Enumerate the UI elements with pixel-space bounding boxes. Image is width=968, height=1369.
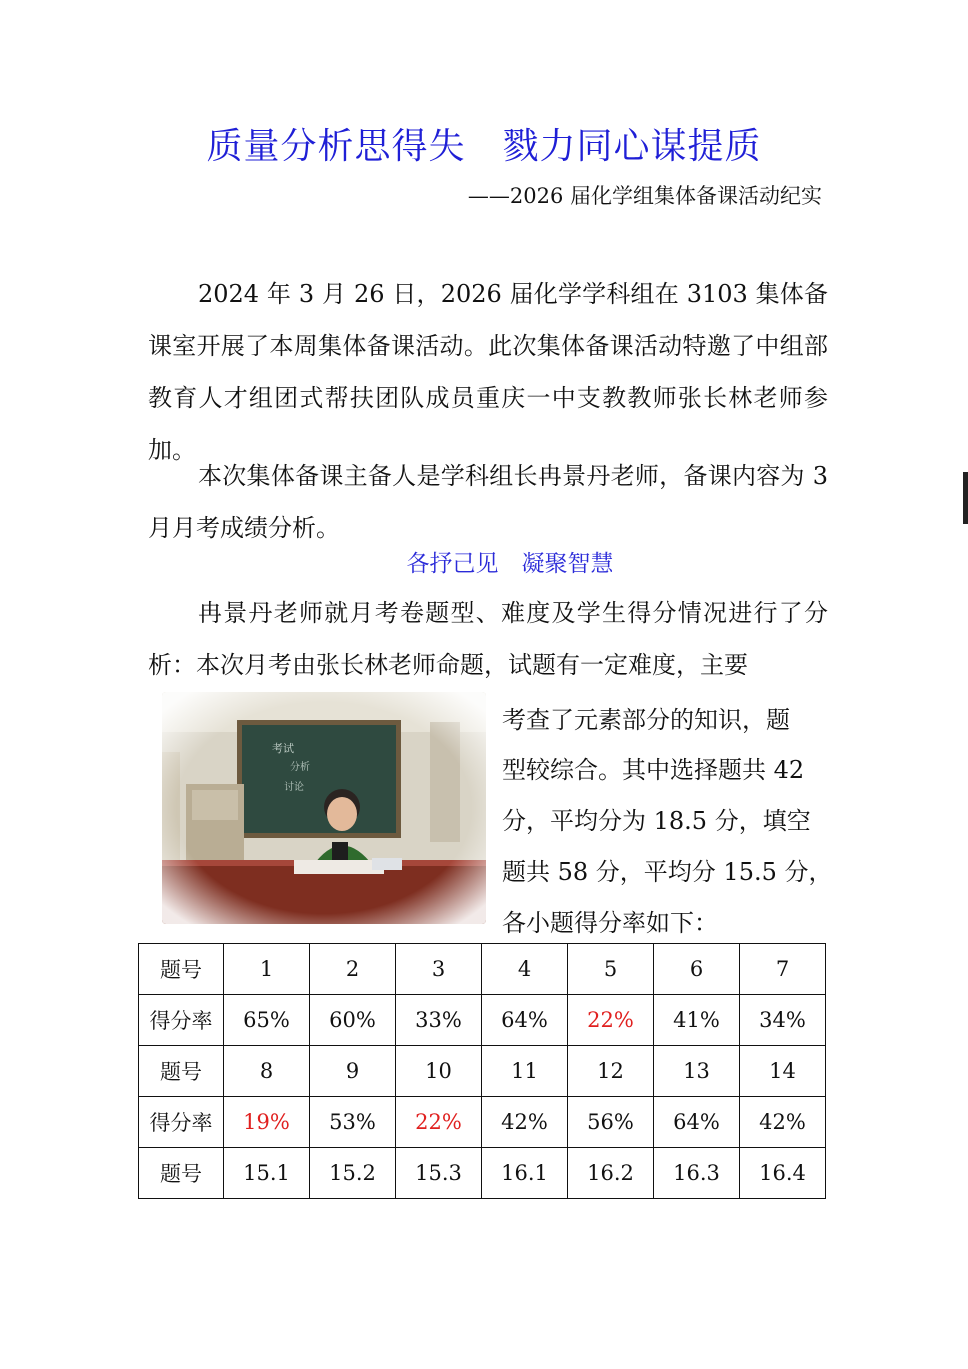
table-cell: 16.4 xyxy=(740,1148,826,1199)
table-cell: 11 xyxy=(482,1046,568,1097)
row-label: 题号 xyxy=(139,1046,224,1097)
row-label: 得分率 xyxy=(139,1097,224,1148)
row-label: 得分率 xyxy=(139,995,224,1046)
table-cell: 9 xyxy=(310,1046,396,1097)
table-cell: 10 xyxy=(396,1046,482,1097)
table-cell: 53% xyxy=(310,1097,396,1148)
table-cell: 16.2 xyxy=(568,1148,654,1199)
table-cell: 33% xyxy=(396,995,482,1046)
table-cell: 2 xyxy=(310,944,396,995)
table-cell: 5 xyxy=(568,944,654,995)
page-edge-marker xyxy=(963,472,968,524)
table-cell: 64% xyxy=(482,995,568,1046)
table-cell: 3 xyxy=(396,944,482,995)
table-cell: 15.3 xyxy=(396,1148,482,1199)
paragraph-analysis: 冉景丹老师就月考卷题型、难度及学生得分情况进行了分析：本次月考由张长林老师命题，试题有一定难度，主要 xyxy=(148,599,828,679)
paragraph-analysis-line: 题共 58 分，平均分 15.5 分， xyxy=(502,858,833,886)
table-cell: 19% xyxy=(224,1097,310,1148)
score-rate-table xyxy=(138,943,826,1199)
table-row xyxy=(139,1148,826,1199)
table-cell: 60% xyxy=(310,995,396,1046)
table-cell: 22% xyxy=(568,995,654,1046)
table-cell: 8 xyxy=(224,1046,310,1097)
table-row xyxy=(139,995,826,1046)
paragraph-analysis-line: 各小题得分率如下： xyxy=(502,909,718,937)
section-heading: 各抒己见 凝聚智慧 xyxy=(406,551,614,577)
paragraph-lead-teacher: 本次集体备课主备人是学科组长冉景丹老师，备课内容为 3 月月考成绩分析。 xyxy=(148,462,828,542)
table-cell: 7 xyxy=(740,944,826,995)
table-cell: 12 xyxy=(568,1046,654,1097)
table-cell: 42% xyxy=(740,1097,826,1148)
table-cell: 16.3 xyxy=(654,1148,740,1199)
table-cell: 14 xyxy=(740,1046,826,1097)
table-row xyxy=(139,1097,826,1148)
paragraph-intro: 2024 年 3 月 26 日，2026 届化学学科组在 3103 集体备课室开展了本周集体备课活动。此次集体备课活动特邀了中组部教育人才组团式帮扶团队成员重庆一中支教教师张长林老师参加。 xyxy=(148,280,828,464)
table-cell: 16.1 xyxy=(482,1148,568,1199)
row-label: 题号 xyxy=(139,944,224,995)
paragraph-analysis-line: 分，平均分为 18.5 分，填空 xyxy=(502,807,811,835)
page-subtitle: ——2026 届化学组集体备课活动纪实 xyxy=(467,184,822,208)
teacher-photo xyxy=(162,692,486,924)
table-cell: 42% xyxy=(482,1097,568,1148)
table-cell: 15.1 xyxy=(224,1148,310,1199)
table-cell: 13 xyxy=(654,1046,740,1097)
table-cell: 6 xyxy=(654,944,740,995)
table-row xyxy=(139,944,826,995)
row-label: 题号 xyxy=(139,1148,224,1199)
table-cell: 41% xyxy=(654,995,740,1046)
table-cell: 1 xyxy=(224,944,310,995)
page-title: 质量分析思得失 戮力同心谋提质 xyxy=(206,126,762,167)
table-cell: 56% xyxy=(568,1097,654,1148)
table-cell: 64% xyxy=(654,1097,740,1148)
table-row xyxy=(139,1046,826,1097)
table-cell: 4 xyxy=(482,944,568,995)
paragraph-analysis-line: 考查了元素部分的知识，题 xyxy=(502,706,790,734)
table-cell: 22% xyxy=(396,1097,482,1148)
table-cell: 65% xyxy=(224,995,310,1046)
table-cell: 34% xyxy=(740,995,826,1046)
table-cell: 15.2 xyxy=(310,1148,396,1199)
paragraph-analysis-line: 型较综合。其中选择题共 42 xyxy=(502,756,805,784)
